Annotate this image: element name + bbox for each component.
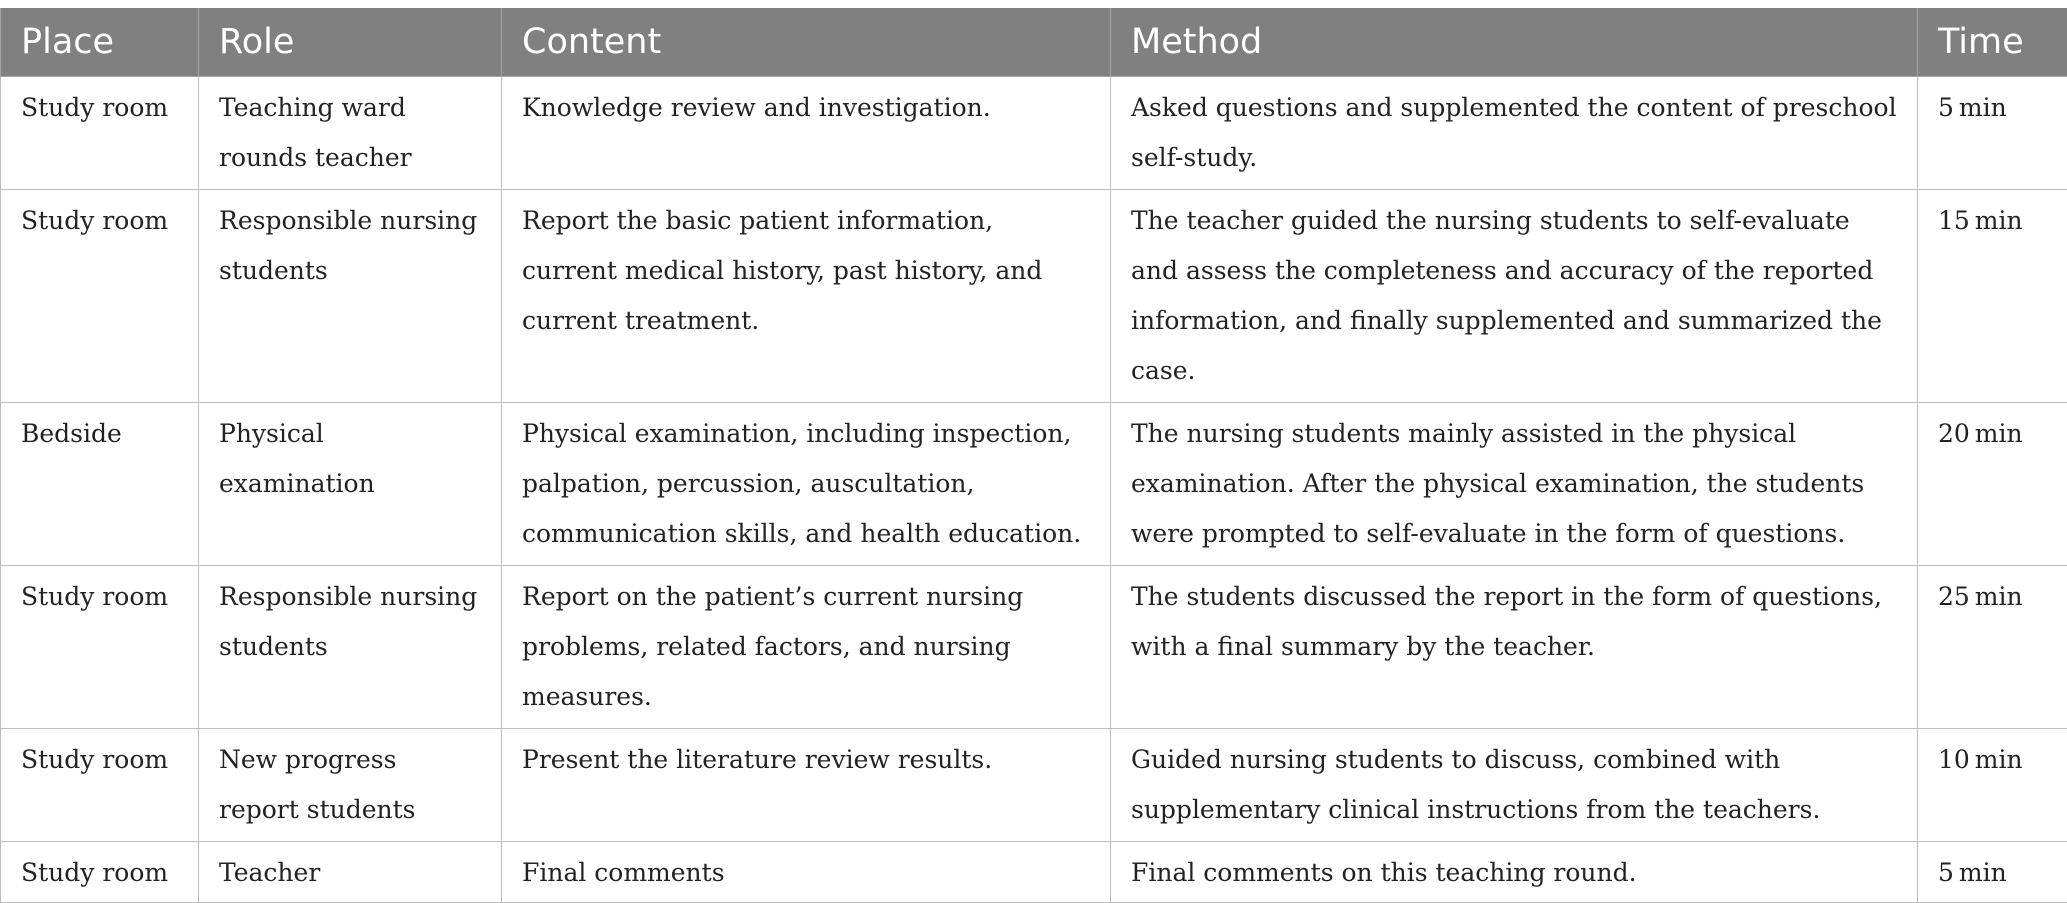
time-cell: 20 min (1918, 403, 2067, 566)
table-row (1, 729, 2067, 842)
time-cell: 25 min (1918, 566, 2067, 729)
place-cell: Study room (1, 190, 199, 403)
header-place: Place (1, 8, 199, 77)
place-cell: Study room (1, 77, 199, 190)
table-row (1, 190, 2067, 403)
teaching-rounds-table-container (0, 8, 2067, 903)
place-cell: Study room (1, 729, 199, 842)
method-cell: Final comments on this teaching round. (1111, 842, 1918, 903)
role-cell: Teaching ward rounds teacher (199, 77, 502, 190)
table-row (1, 842, 2067, 903)
method-cell: The students discussed the report in the form of questions, with a final summary by the teacher. (1111, 566, 1918, 729)
content-cell: Physical examination, including inspection, palpation, percussion, auscultation, communication skills, and health education. (502, 403, 1111, 566)
place-cell: Study room (1, 566, 199, 729)
header-method: Method (1111, 8, 1918, 77)
table-row (1, 403, 2067, 566)
place-cell: Bedside (1, 403, 199, 566)
content-cell: Report on the patient’s current nursing problems, related factors, and nursing measures. (502, 566, 1111, 729)
table-row (1, 566, 2067, 729)
method-cell: Guided nursing students to discuss, combined with supplementary clinical instructions from the teachers. (1111, 729, 1918, 842)
time-cell: 5 min (1918, 842, 2067, 903)
role-cell: Responsible nursing students (199, 190, 502, 403)
role-cell: Physical examination (199, 403, 502, 566)
role-cell: New progress report students (199, 729, 502, 842)
method-cell: Asked questions and supplemented the content of preschool self-study. (1111, 77, 1918, 190)
table-row (1, 77, 2067, 190)
method-cell: The nursing students mainly assisted in the physical examination. After the physical examination, the students were prompted to self-evaluate in the form of questions. (1111, 403, 1918, 566)
content-cell: Report the basic patient information, current medical history, past history, and current treatment. (502, 190, 1111, 403)
header-content: Content (502, 8, 1111, 77)
content-cell: Final comments (502, 842, 1111, 903)
content-cell: Present the literature review results. (502, 729, 1111, 842)
time-cell: 5 min (1918, 77, 2067, 190)
method-cell: The teacher guided the nursing students to self-evaluate and assess the completeness and accuracy of the reported information, and finally supplemented and summarized the case. (1111, 190, 1918, 403)
time-cell: 15 min (1918, 190, 2067, 403)
table-body (1, 77, 2067, 903)
teaching-rounds-table (0, 8, 2067, 903)
time-cell: 10 min (1918, 729, 2067, 842)
content-cell: Knowledge review and investigation. (502, 77, 1111, 190)
header-row (1, 8, 2067, 77)
table-header (1, 8, 2067, 77)
role-cell: Responsible nursing students (199, 566, 502, 729)
header-role: Role (199, 8, 502, 77)
place-cell: Study room (1, 842, 199, 903)
role-cell: Teacher (199, 842, 502, 903)
header-time: Time (1918, 8, 2067, 77)
